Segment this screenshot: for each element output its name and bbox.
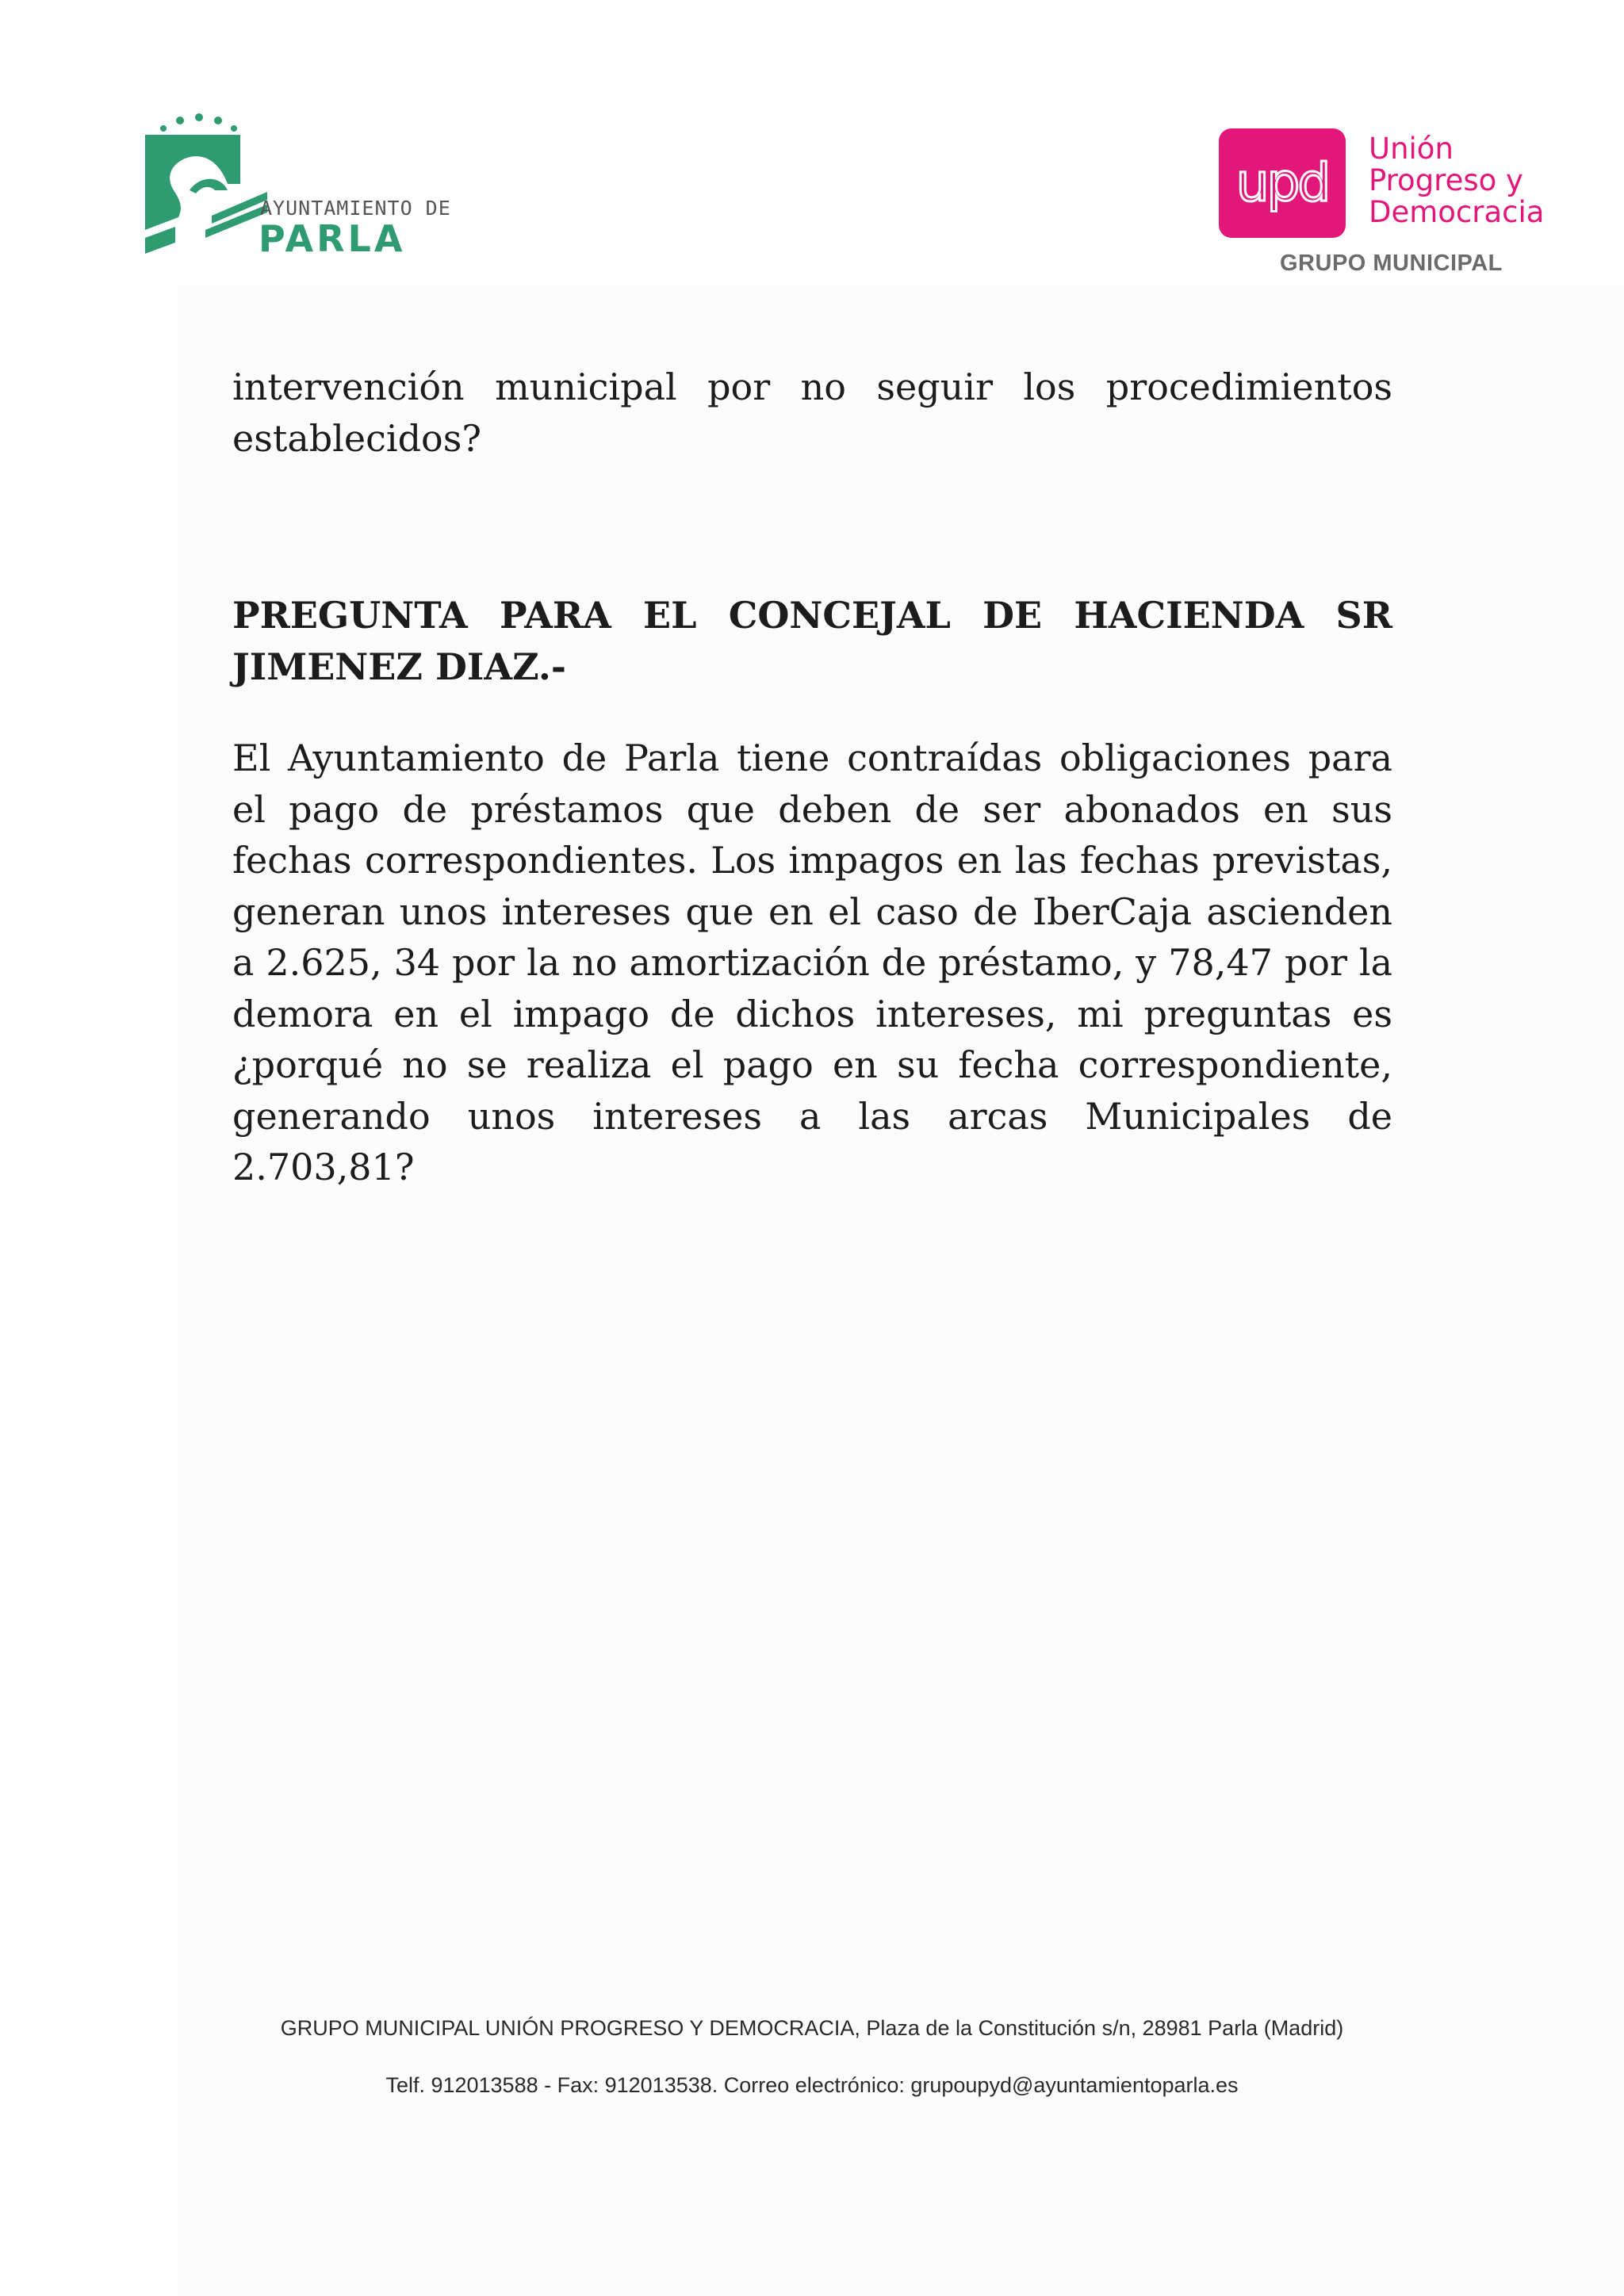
intro-paragraph: intervención municipal por no seguir los procedimientos establecidos? [232,365,1392,460]
upyd-logo-name [1369,133,1544,228]
upyd-group-label: GRUPO MUNICIPAL [1280,251,1503,276]
upyd-logo-icon [1219,128,1346,238]
parla-logo-line2: PARLA [259,217,406,260]
upyd-name-line-2: Progreso y [1369,163,1523,197]
page-background [178,285,1624,2296]
question-heading: PREGUNTA PARA EL CONCEJAL DE HACIENDA SR JIMENEZ DIAZ.- [232,594,1392,688]
footer-contact: Telf. 912013588 - Fax: 912013538. Correo electrónico: grupoupyd@ayuntamientoparla.es [385,2073,1239,2097]
upyd-logo-mark: upd [1235,152,1329,213]
footer-address: GRUPO MUNICIPAL UNIÓN PROGRESO Y DEMOCRACIA, Plaza de la Constitución s/n, 28981 Parla (Madrid) [280,2016,1344,2040]
upyd-name-line-3: Democracia [1369,195,1545,229]
parla-logo-line1: AYUNTAMIENTO DE [260,197,451,220]
question-paragraph: El Ayuntamiento de Parla tiene contraídas obligaciones para el pago de préstamos que deben de ser abonados en sus fechas correspondientes. Los impagos en las fechas previstas, generan unos intereses que en el caso de IberCaja ascienden a 2.625, 34 por la no amortización de préstamo, y 78,47 por la demora en el impago de dichos intereses, mi preguntas es ¿porqué no se realiza el pago en su fecha correspondiente, generando unos intereses a las arcas Municipales de 2.703,81? [232,737,1392,1188]
upyd-name-line-1: Unión [1369,132,1454,166]
